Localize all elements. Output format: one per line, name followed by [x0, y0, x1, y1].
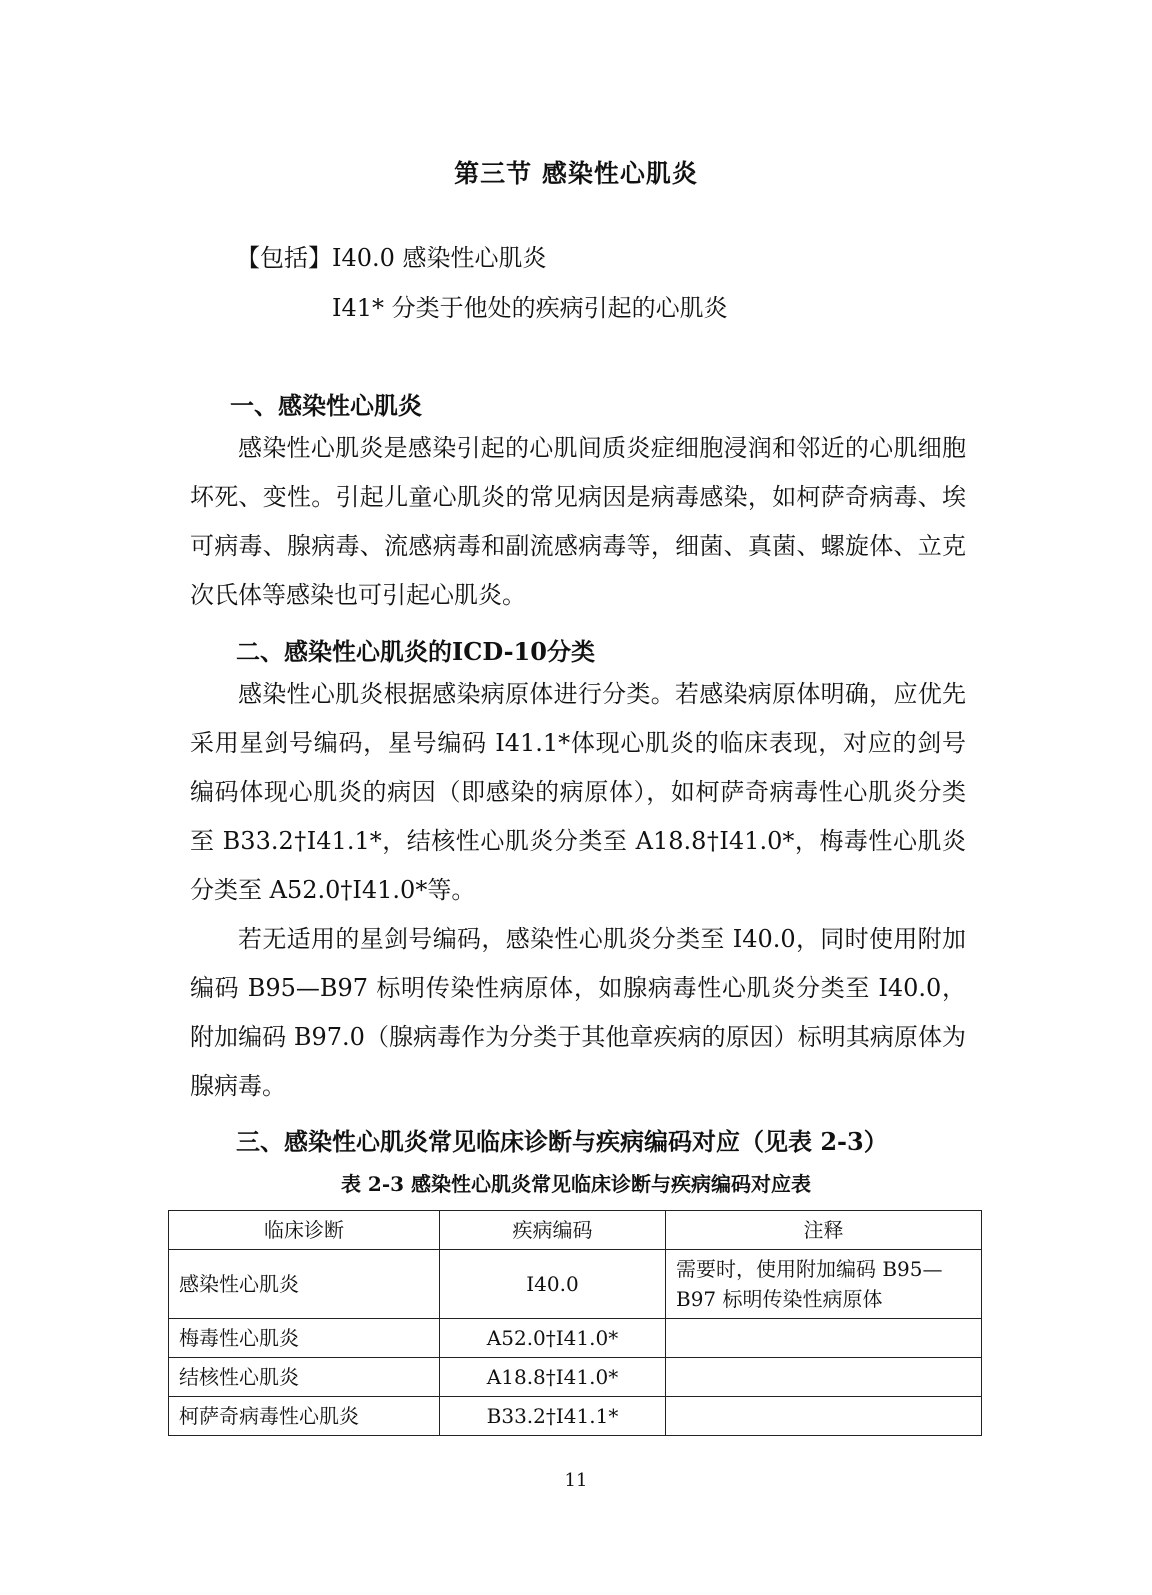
table-row — [169, 1358, 982, 1397]
table-row — [169, 1319, 982, 1358]
diagnosis-cell: 结核性心肌炎 — [169, 1358, 440, 1397]
column-header-code: 疾病编码 — [440, 1211, 666, 1250]
section-3-heading: 三、感染性心肌炎常见临床诊断与疾病编码对应（见表 2-3） — [236, 1127, 888, 1156]
column-header-note: 注释 — [666, 1211, 982, 1250]
section-1-paragraph: 感染性心肌炎是感染引起的心肌间质炎症细胞浸润和邻近的心肌细胞坏死、变性。引起儿童心肌炎的常见病因是病毒感染，如柯萨奇病毒、埃可病毒、腺病毒、流感病毒和副流感病毒等，细菌、真菌、螺旋体、立克次氏体等感染也可引起心肌炎。 — [190, 434, 966, 609]
note-cell: 需要时，使用附加编码 B95—B97 标明传染性病原体 — [666, 1250, 982, 1319]
note-cell — [666, 1358, 982, 1397]
diagnosis-cell: 感染性心肌炎 — [169, 1250, 440, 1319]
diagnosis-cell: 柯萨奇病毒性心肌炎 — [169, 1397, 440, 1436]
note-cell — [666, 1397, 982, 1436]
page-number: 11 — [564, 1470, 588, 1491]
diagnosis-cell: 梅毒性心肌炎 — [169, 1319, 440, 1358]
column-header-diagnosis: 临床诊断 — [169, 1211, 440, 1250]
code-cell: B33.2†I41.1* — [440, 1397, 666, 1436]
section-2-paragraph-1: 感染性心肌炎根据感染病原体进行分类。若感染病原体明确，应优先采用星剑号编码，星号编码 I41.1*体现心肌炎的临床表现，对应的剑号编码体现心肌炎的病因（即感染的病原体），如柯萨奇病毒性心肌炎分类至 B33.2†I41.1*，结核性心肌炎分类至 A18.8†I41.0*，梅毒性心肌炎分类至 A52.0†I41.0*等。 — [190, 680, 966, 904]
code-cell: A18.8†I41.0* — [440, 1358, 666, 1397]
table-row — [169, 1397, 982, 1436]
section-2-paragraph-2: 若无适用的星剑号编码，感染性心肌炎分类至 I40.0，同时使用附加编码 B95—B97 标明传染性病原体，如腺病毒性心肌炎分类至 I40.0，附加编码 B97.0（腺病毒作为分类于其他章疾病的原因）标明其病原体为腺病毒。 — [190, 925, 966, 1100]
diagnosis-code-table — [168, 1210, 982, 1436]
code-cell: I40.0 — [440, 1250, 666, 1319]
section-1-heading: 一、感染性心肌炎 — [230, 391, 422, 420]
table-header-row — [169, 1211, 982, 1250]
code-cell: A52.0†I41.0* — [440, 1319, 666, 1358]
table-row — [169, 1250, 982, 1319]
table-caption: 表 2-3 感染性心肌炎常见临床诊断与疾病编码对应表 — [340, 1172, 812, 1196]
note-cell — [666, 1319, 982, 1358]
include-line-1: 【包括】I40.0 感染性心肌炎 — [236, 244, 547, 272]
include-line-2: I41* 分类于他处的疾病引起的心肌炎 — [332, 294, 728, 322]
section-2-heading: 二、感染性心肌炎的ICD-10分类 — [236, 637, 595, 666]
section-title: 第三节 感染性心肌炎 — [454, 159, 698, 188]
